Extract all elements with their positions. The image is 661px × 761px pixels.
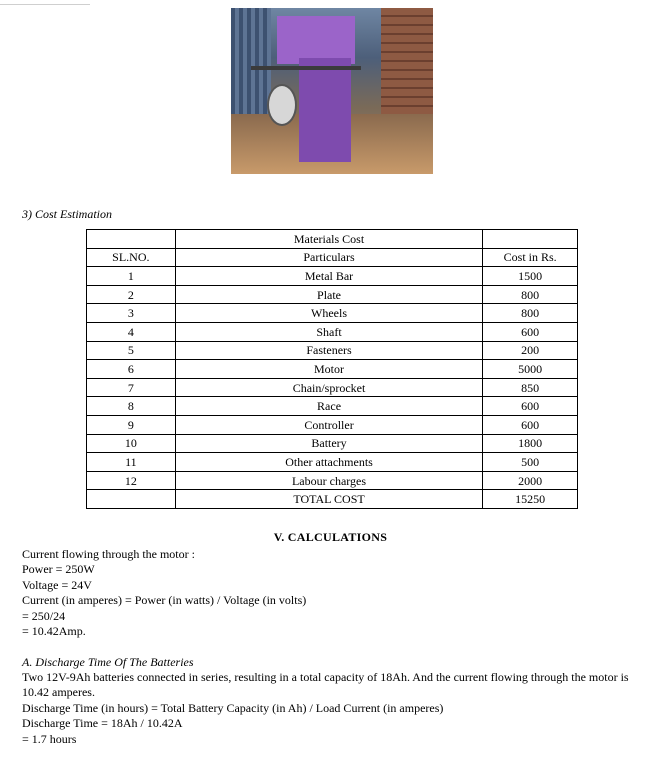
cell-cost: 5000 <box>483 360 578 379</box>
cell-cost: 600 <box>483 397 578 416</box>
cell-cost: 600 <box>483 322 578 341</box>
header-particulars: Particulars <box>175 248 483 267</box>
vehicle-top-panel <box>277 16 355 64</box>
vehicle-photo <box>231 8 433 174</box>
table-title: Materials Cost <box>175 230 483 249</box>
cell-cost: 1500 <box>483 267 578 286</box>
materials-cost-table <box>86 229 578 509</box>
cell-particular: Plate <box>175 285 483 304</box>
calc-line: = 10.42Amp. <box>22 624 86 638</box>
discharge-heading: A. Discharge Time Of The Batteries <box>22 655 194 669</box>
discharge-line: = 1.7 hours <box>22 732 77 746</box>
cell-particular: Battery <box>175 434 483 453</box>
total-label: TOTAL COST <box>175 490 483 509</box>
cell-slno: 12 <box>87 471 176 490</box>
cell-slno: 10 <box>87 434 176 453</box>
total-blank <box>87 490 176 509</box>
table-row <box>87 415 578 434</box>
calc-line: Current flowing through the motor : <box>22 547 195 561</box>
calc-line: = 250/24 <box>22 609 66 623</box>
table-row <box>87 453 578 472</box>
table-title-row <box>87 230 578 249</box>
cell-particular: Labour charges <box>175 471 483 490</box>
table-row <box>87 378 578 397</box>
cell-slno: 9 <box>87 415 176 434</box>
table-row <box>87 322 578 341</box>
cell-slno: 5 <box>87 341 176 360</box>
calculations-title: V. CALCULATIONS <box>273 530 388 544</box>
cell-slno: 11 <box>87 453 176 472</box>
cell-particular: Motor <box>175 360 483 379</box>
discharge-line: Discharge Time = 18Ah / 10.42A <box>22 716 183 730</box>
cell-particular: Wheels <box>175 304 483 323</box>
top-rule <box>0 0 90 5</box>
cell-particular: Race <box>175 397 483 416</box>
cell-cost: 200 <box>483 341 578 360</box>
table-row <box>87 304 578 323</box>
cell-slno: 6 <box>87 360 176 379</box>
discharge-line: Discharge Time (in hours) = Total Battery Capacity (in Ah) / Load Current (in amperes) <box>22 701 444 715</box>
total-value: 15250 <box>483 490 578 509</box>
cell-cost: 500 <box>483 453 578 472</box>
cell-cost: 600 <box>483 415 578 434</box>
cell-particular: Metal Bar <box>175 267 483 286</box>
cell-particular: Other attachments <box>175 453 483 472</box>
cell-cost: 800 <box>483 304 578 323</box>
vehicle-wheel <box>267 84 297 126</box>
table-row <box>87 471 578 490</box>
cell-particular: Controller <box>175 415 483 434</box>
cell-slno: 1 <box>87 267 176 286</box>
table-row <box>87 360 578 379</box>
table-row <box>87 285 578 304</box>
cell-slno: 2 <box>87 285 176 304</box>
calc-line: Current (in amperes) = Power (in watts) / Voltage (in volts) <box>22 593 307 607</box>
table-header-row <box>87 248 578 267</box>
cell-slno: 3 <box>87 304 176 323</box>
cell-particular: Fasteners <box>175 341 483 360</box>
vehicle-column <box>299 58 351 162</box>
cell-cost: 800 <box>483 285 578 304</box>
table-row <box>87 267 578 286</box>
table-row <box>87 397 578 416</box>
header-slno: SL.NO. <box>87 248 176 267</box>
cell-cost: 2000 <box>483 471 578 490</box>
cell-particular: Shaft <box>175 322 483 341</box>
total-row <box>87 490 578 509</box>
cell-slno: 4 <box>87 322 176 341</box>
discharge-paragraph: Two 12V-9Ah batteries connected in series, resulting in a total capacity of 18Ah. And the current flowing through the motor is 10.42 amperes. <box>22 670 629 699</box>
vehicle-handlebar <box>251 66 361 70</box>
cell-cost: 850 <box>483 378 578 397</box>
table-title-blank <box>87 230 176 249</box>
cost-estimation-heading: 3) Cost Estimation <box>22 207 113 221</box>
calc-line: Voltage = 24V <box>22 578 92 592</box>
table-title-blank <box>483 230 578 249</box>
table-row <box>87 341 578 360</box>
cell-slno: 8 <box>87 397 176 416</box>
cell-slno: 7 <box>87 378 176 397</box>
header-cost: Cost in Rs. <box>483 248 578 267</box>
cell-cost: 1800 <box>483 434 578 453</box>
calc-line: Power = 250W <box>22 562 95 576</box>
table-row <box>87 434 578 453</box>
cell-particular: Chain/sprocket <box>175 378 483 397</box>
